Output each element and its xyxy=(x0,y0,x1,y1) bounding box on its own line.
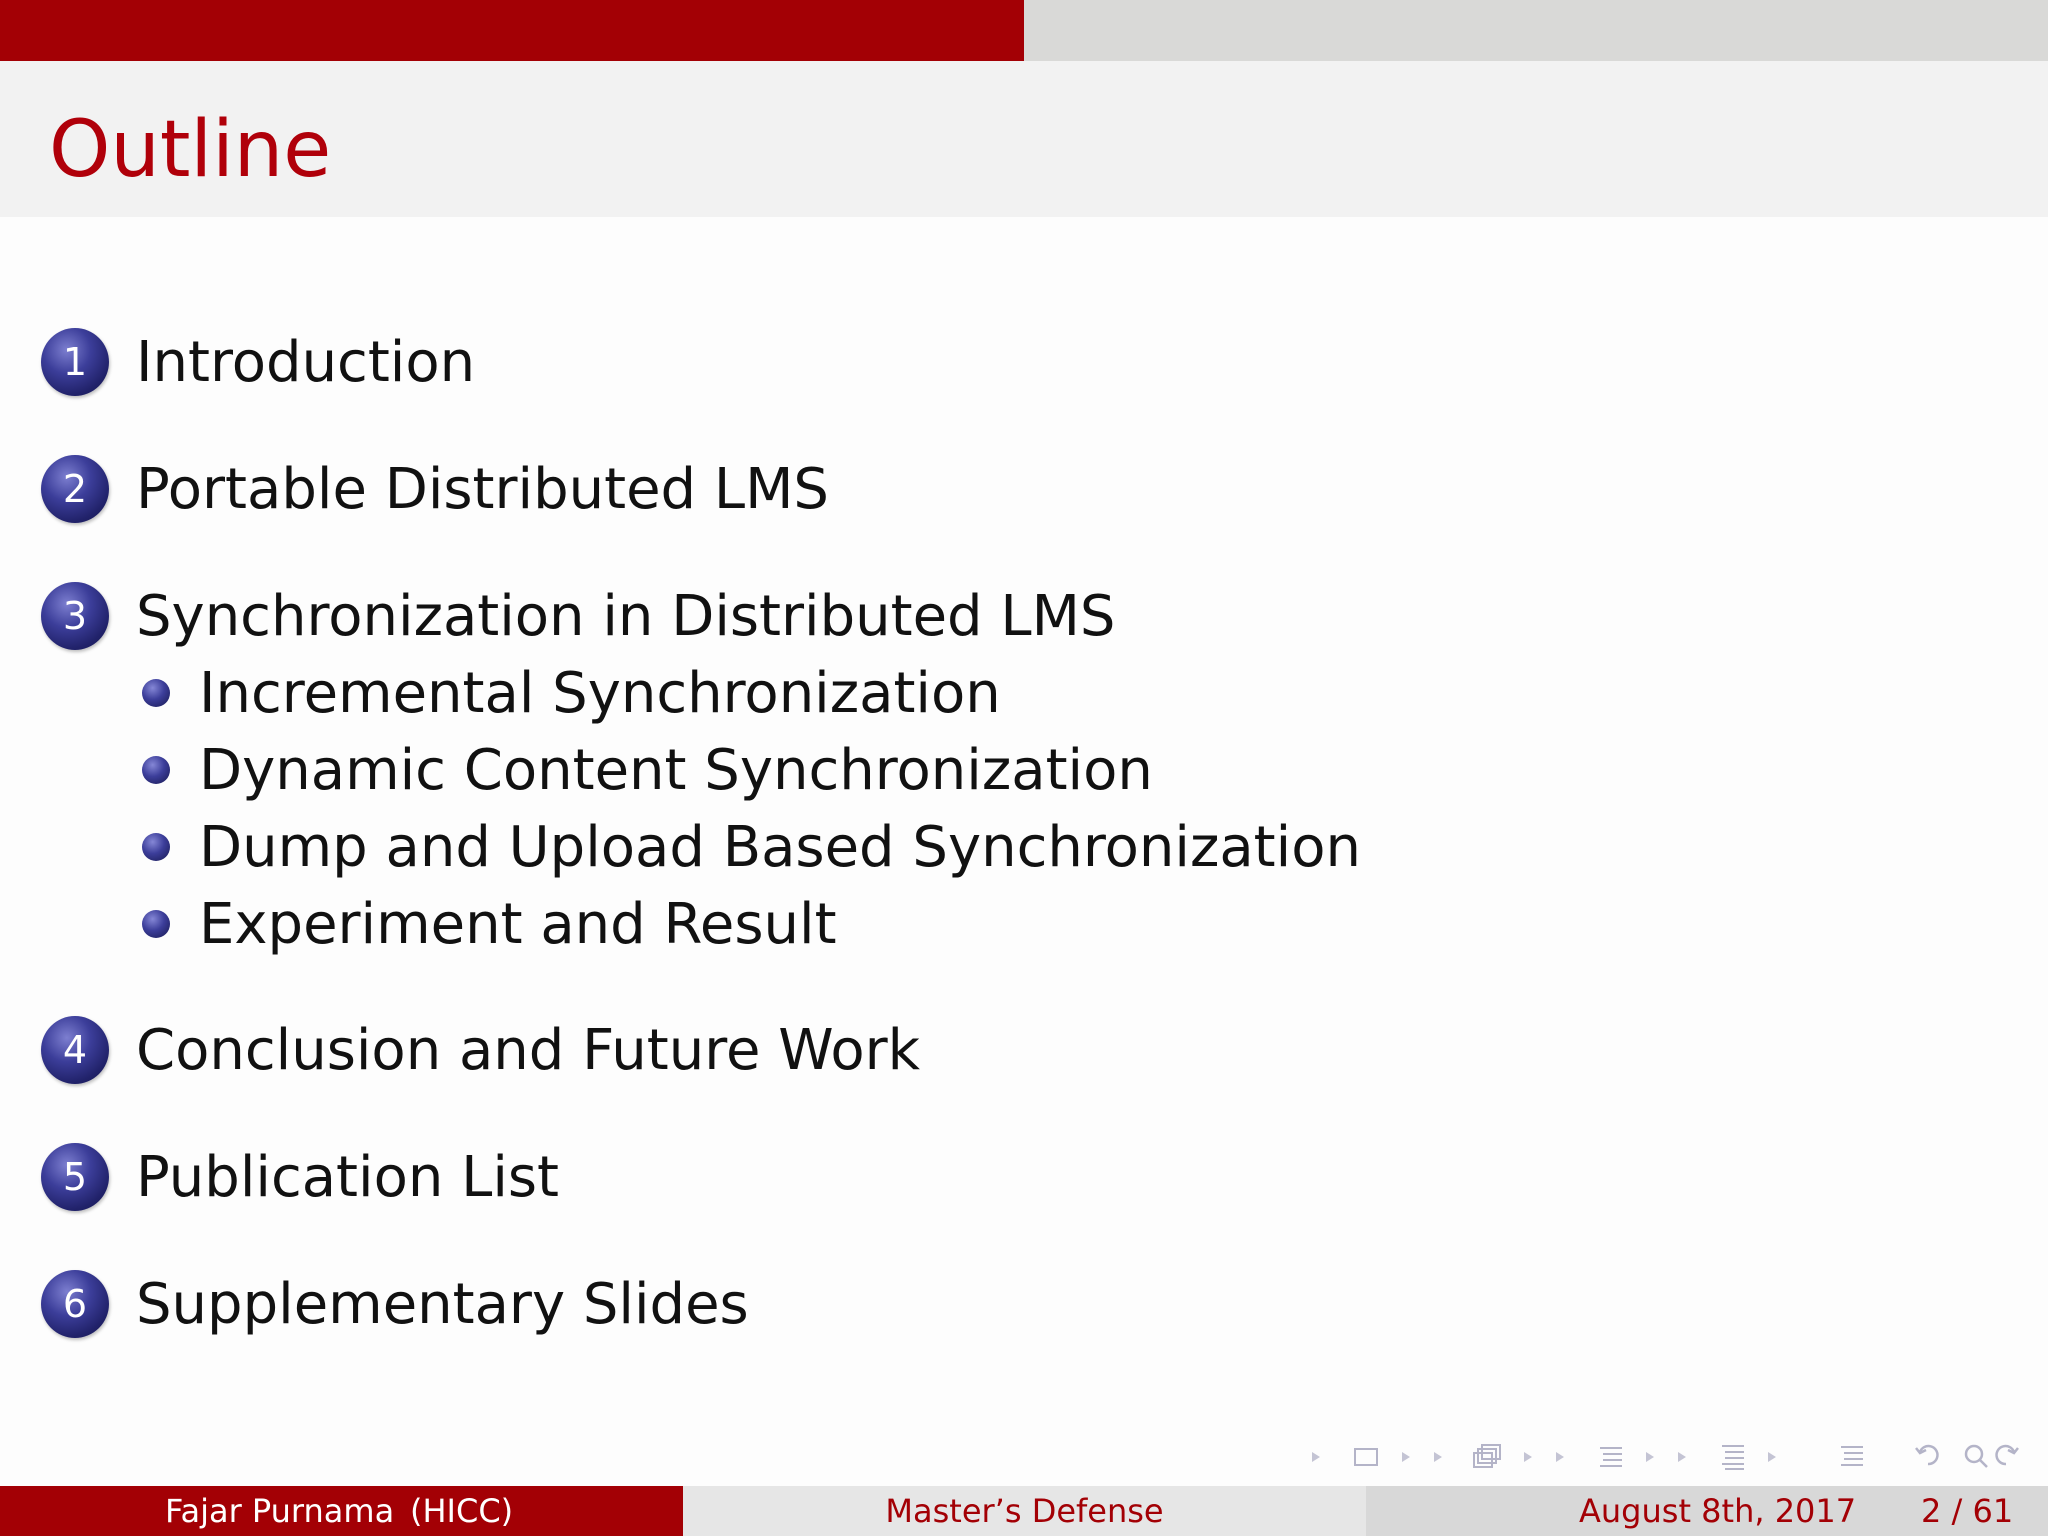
section-label: Portable Distributed LMS xyxy=(136,456,829,522)
outline-section-5[interactable] xyxy=(41,1142,559,1212)
nav-subsection-icon[interactable] xyxy=(1434,1445,1532,1467)
footer-title-box xyxy=(683,1486,1366,1536)
footer-author: Fajar Purnama xyxy=(165,1492,395,1530)
outline-subsection-1[interactable] xyxy=(142,660,1001,726)
frame-title: Outline xyxy=(49,105,332,195)
outline-section-1[interactable] xyxy=(41,327,475,397)
navigation-symbols xyxy=(1310,1438,2040,1476)
outline-subsection-3[interactable] xyxy=(142,814,1361,880)
subsection-label: Dump and Upload Based Synchronization xyxy=(199,814,1361,880)
bullet-icon xyxy=(142,833,170,861)
progress-bar xyxy=(0,0,2048,61)
section-label: Conclusion and Future Work xyxy=(136,1017,921,1083)
section-number-ball: 6 xyxy=(41,1270,109,1338)
nav-document-icon[interactable] xyxy=(1678,1446,1776,1469)
section-label: Synchronization in Distributed LMS xyxy=(136,583,1116,649)
progress-bar-fill xyxy=(0,0,1024,61)
outline-section-2[interactable] xyxy=(41,454,829,524)
footer xyxy=(0,1486,2048,1536)
section-label: Supplementary Slides xyxy=(136,1271,749,1337)
subsection-label: Incremental Synchronization xyxy=(199,660,1001,726)
subsection-label: Dynamic Content Synchronization xyxy=(199,737,1153,803)
footer-title: Master’s Defense xyxy=(885,1492,1164,1530)
nav-frame-icon[interactable] xyxy=(1312,1449,1410,1465)
bullet-icon xyxy=(142,910,170,938)
section-number-ball: 2 xyxy=(41,455,109,523)
subsection-label: Experiment and Result xyxy=(199,891,837,957)
section-label: Publication List xyxy=(136,1144,560,1210)
nav-toc-icon[interactable] xyxy=(1841,1447,1863,1465)
section-number-ball: 3 xyxy=(41,582,109,650)
section-number-ball: 5 xyxy=(41,1143,109,1211)
nav-section-icon[interactable] xyxy=(1556,1448,1654,1466)
outline-section-4[interactable] xyxy=(41,1015,920,1085)
bullet-icon xyxy=(142,679,170,707)
nav-forward-icon[interactable] xyxy=(1997,1446,2018,1464)
footer-author-box xyxy=(0,1486,683,1536)
footer-date: August 8th, 2017 xyxy=(1579,1492,1857,1530)
section-number-ball: 4 xyxy=(41,1016,109,1084)
footer-page-number: 2 / 61 xyxy=(1921,1492,2014,1530)
nav-back-icon[interactable] xyxy=(1916,1446,1937,1464)
outline-subsection-2[interactable] xyxy=(142,737,1153,803)
section-number-ball: 1 xyxy=(41,328,109,396)
section-label: Introduction xyxy=(136,329,476,395)
outline-section-3[interactable] xyxy=(41,581,1115,651)
nav-search-icon[interactable] xyxy=(1966,1446,1987,1467)
bullet-icon xyxy=(142,756,170,784)
footer-date-box xyxy=(1366,1486,2048,1536)
outline-section-6[interactable] xyxy=(41,1269,749,1339)
outline-subsection-4[interactable] xyxy=(142,891,837,957)
footer-institute: (HICC) xyxy=(410,1492,514,1530)
